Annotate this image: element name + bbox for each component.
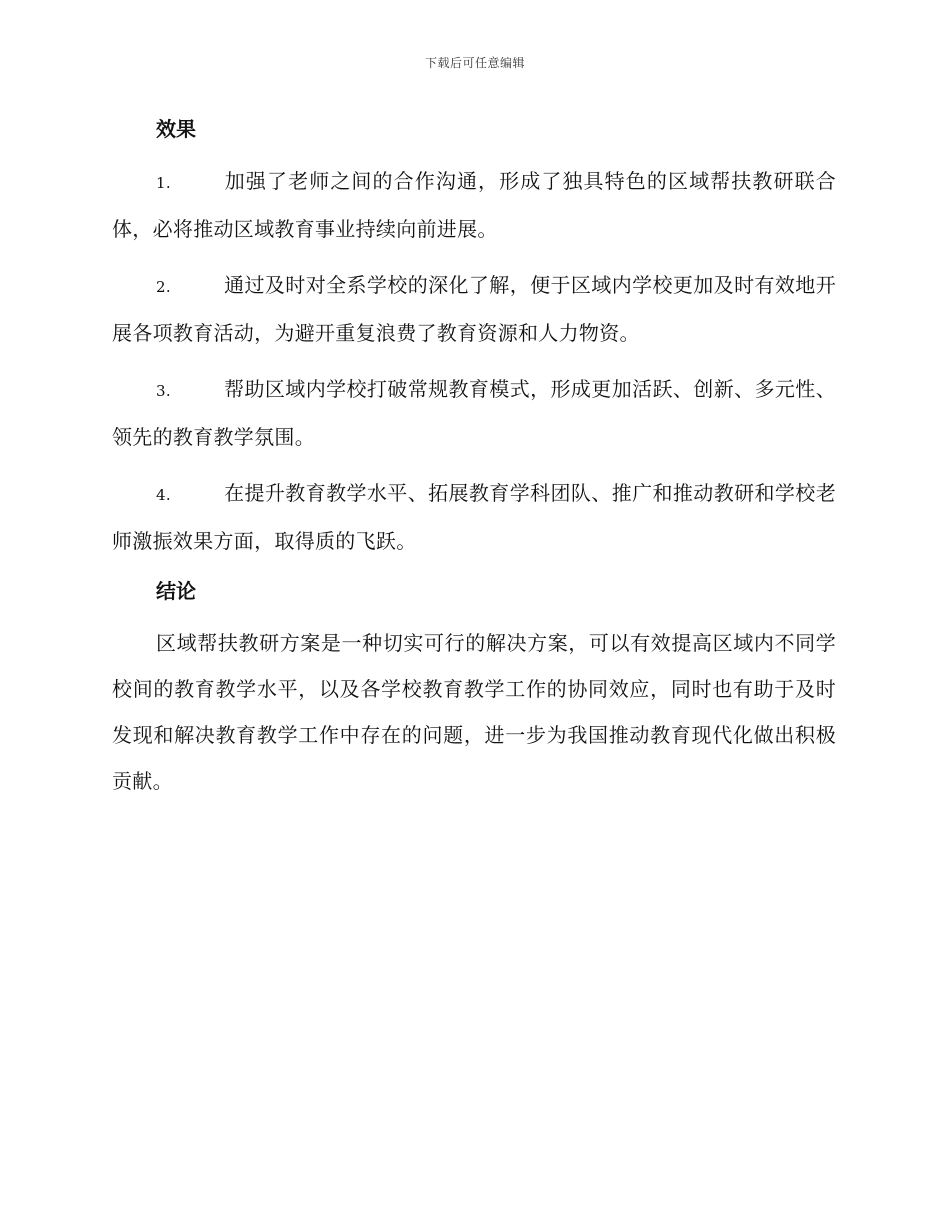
section-heading-conclusion: 结论 (156, 579, 196, 603)
effect-item-1 (112, 158, 836, 252)
list-item-text: 通过及时对全系学校的深化了解，便于区域内学校更加及时有效地开展各项教育活动，为避开重复浪费了教育资源和人力物资。 (112, 273, 836, 345)
list-item-text: 加强了老师之间的合作沟通，形成了独具特色的区域帮扶教研联合体，必将推动区域教育事业持续向前进展。 (112, 169, 836, 241)
effect-item-3 (112, 366, 836, 460)
header-note: 下载后可任意编辑 (424, 56, 525, 70)
list-number: 1. (156, 174, 171, 192)
list-number: 4. (156, 486, 171, 504)
effect-item-4 (112, 470, 836, 564)
section-heading-effects: 效果 (156, 117, 196, 141)
conclusion-paragraph: 区域帮扶教研方案是一种切实可行的解决方案，可以有效提高区域内不同学校间的教育教学水平，以及各学校教育教学工作的协同效应，同时也有助于及时发现和解决教育教学工作中存在的问题，进一步为我国推动教育现代化做出积极贡献。 (112, 631, 836, 793)
effect-item-2 (112, 262, 836, 356)
list-number: 3. (156, 382, 171, 400)
list-item-text: 在提升教育教学水平、拓展教育学科团队、推广和推动教研和学校老师激振效果方面，取得质的飞跃。 (112, 481, 836, 553)
list-number: 2. (156, 278, 171, 296)
list-item-text: 帮助区域内学校打破常规教育模式，形成更加活跃、创新、多元性、领先的教育教学氛围。 (112, 377, 836, 449)
document-body (112, 112, 836, 804)
